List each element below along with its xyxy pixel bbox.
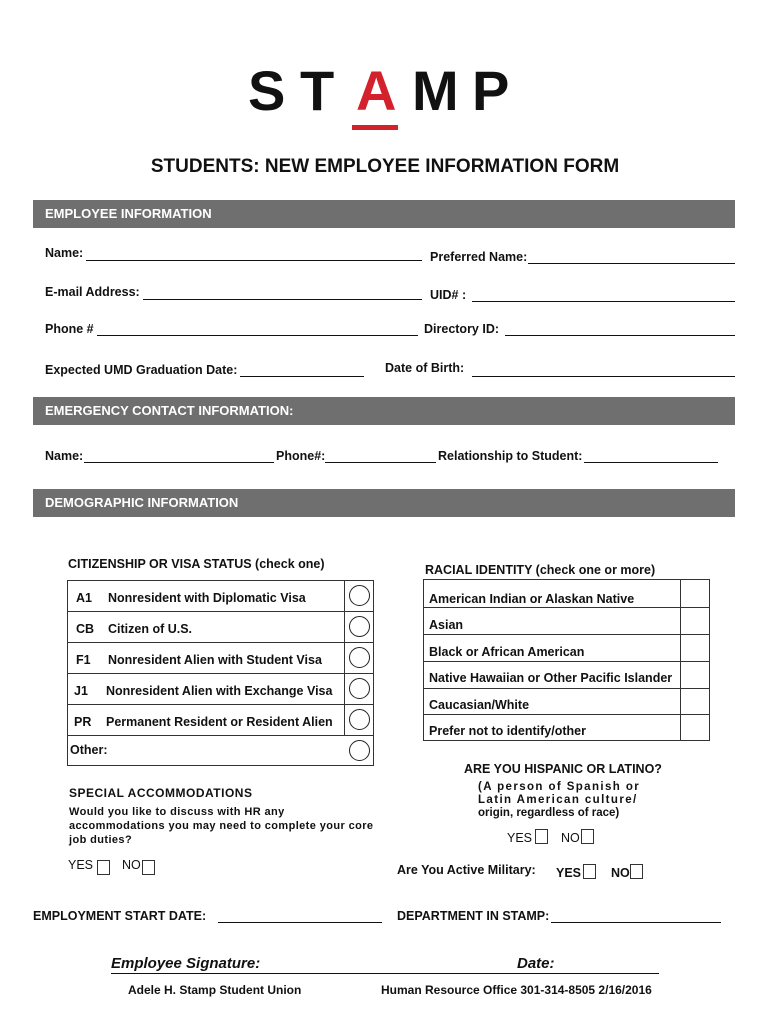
relationship-label: Relationship to Student: bbox=[438, 449, 583, 463]
phone-field[interactable] bbox=[97, 335, 418, 336]
military-no-checkbox[interactable] bbox=[630, 864, 643, 879]
citizenship-label: Nonresident with Diplomatic Visa bbox=[108, 591, 306, 605]
union-name: Adele H. Stamp Student Union bbox=[128, 983, 302, 997]
citizenship-code: A1 bbox=[76, 591, 92, 605]
preferred-name-field[interactable] bbox=[528, 263, 735, 264]
emergency-name-label: Name: bbox=[45, 449, 84, 463]
accommodations-no-label: NO bbox=[122, 858, 141, 872]
accommodations-question-line: job duties? bbox=[69, 834, 133, 846]
racial-checkbox-native-hawaiian[interactable] bbox=[681, 662, 709, 687]
date-of-birth-label: Date of Birth: bbox=[385, 361, 465, 375]
citizenship-code: PR bbox=[74, 715, 92, 729]
accommodations-yes-label: YES bbox=[68, 858, 94, 872]
citizenship-code: J1 bbox=[74, 684, 88, 698]
hispanic-question: ARE YOU HISPANIC OR LATINO? bbox=[464, 762, 662, 776]
start-date-label: EMPLOYMENT START DATE: bbox=[33, 909, 207, 923]
preferred-name-label: Preferred Name: bbox=[430, 250, 528, 264]
uid-label: UID# : bbox=[430, 288, 467, 302]
phone-label: Phone # bbox=[45, 322, 94, 336]
racial-checkbox-prefer-not[interactable] bbox=[681, 715, 709, 740]
uid-field[interactable] bbox=[472, 301, 735, 302]
date-of-birth-field[interactable] bbox=[472, 376, 735, 377]
racial-title: RACIAL IDENTITY (check one or more) bbox=[425, 563, 656, 577]
racial-checkbox-american-indian[interactable] bbox=[681, 580, 709, 606]
accommodations-title: SPECIAL ACCOMMODATIONS bbox=[69, 786, 253, 800]
signature-date-label: Date: bbox=[517, 955, 555, 972]
logo-letter-a: A bbox=[356, 59, 397, 122]
department-label: DEPARTMENT IN STAMP: bbox=[397, 909, 550, 923]
accommodations-question-line: Would you like to discuss with HR any bbox=[69, 806, 285, 818]
logo-underline bbox=[352, 125, 398, 130]
racial-option: Black or African American bbox=[429, 645, 585, 659]
other-label: Other: bbox=[70, 743, 108, 757]
citizenship-radio-cb[interactable] bbox=[349, 616, 370, 637]
hispanic-note-line: (A person of Spanish or bbox=[478, 781, 641, 793]
graduation-date-label: Expected UMD Graduation Date: bbox=[45, 363, 238, 377]
military-no-label: NO bbox=[611, 866, 630, 880]
demographic-section-header: DEMOGRAPHIC INFORMATION bbox=[33, 489, 735, 517]
accommodations-no-checkbox[interactable] bbox=[142, 860, 155, 875]
racial-checkbox-asian[interactable] bbox=[681, 608, 709, 633]
racial-option: Caucasian/White bbox=[429, 698, 530, 712]
department-field[interactable] bbox=[551, 922, 721, 923]
hispanic-yes-label: YES bbox=[507, 831, 533, 845]
emergency-phone-field[interactable] bbox=[325, 462, 436, 463]
directory-id-field[interactable] bbox=[505, 335, 735, 336]
office-info: Human Resource Office 301-314-8505 2/16/2016 bbox=[381, 983, 652, 997]
citizenship-code: CB bbox=[76, 622, 95, 636]
hispanic-no-label: NO bbox=[561, 831, 580, 845]
hispanic-no-checkbox[interactable] bbox=[581, 829, 594, 844]
signature-field[interactable] bbox=[111, 973, 659, 974]
email-field[interactable] bbox=[143, 299, 422, 300]
citizenship-radio-other[interactable] bbox=[349, 740, 370, 761]
citizenship-radio-pr[interactable] bbox=[349, 709, 370, 730]
logo-letter-s: S bbox=[248, 59, 286, 122]
form-title: STUDENTS: NEW EMPLOYEE INFORMATION FORM bbox=[150, 156, 620, 177]
signature-label: Employee Signature: bbox=[111, 955, 261, 972]
emergency-section-header: EMERGENCY CONTACT INFORMATION: bbox=[33, 397, 735, 425]
accommodations-question-line: accommodations you may need to complete your core bbox=[69, 820, 374, 832]
hispanic-yes-checkbox[interactable] bbox=[535, 829, 548, 844]
logo-letter-t: T bbox=[300, 59, 335, 122]
emergency-name-field[interactable] bbox=[84, 462, 274, 463]
hispanic-note-line: Latin American culture/ bbox=[478, 794, 638, 806]
citizenship-radio-f1[interactable] bbox=[349, 647, 370, 668]
racial-option: Asian bbox=[429, 618, 464, 632]
email-label: E-mail Address: bbox=[45, 285, 140, 299]
citizenship-radio-j1[interactable] bbox=[349, 678, 370, 699]
citizenship-radio-a1[interactable] bbox=[349, 585, 370, 606]
military-question: Are You Active Military: bbox=[397, 863, 536, 877]
racial-checkbox-caucasian[interactable] bbox=[681, 689, 709, 713]
citizenship-label: Citizen of U.S. bbox=[108, 622, 193, 636]
citizenship-label: Nonresident Alien with Student Visa bbox=[108, 653, 322, 667]
citizenship-label: Permanent Resident or Resident Alien bbox=[106, 715, 333, 729]
employee-name-field[interactable] bbox=[86, 260, 422, 261]
employee-section-header: EMPLOYEE INFORMATION bbox=[33, 200, 735, 228]
hispanic-note-line: origin, regardless of race) bbox=[478, 807, 620, 819]
racial-option: Prefer not to identify/other bbox=[429, 724, 586, 738]
graduation-date-field[interactable] bbox=[240, 376, 364, 377]
military-yes-checkbox[interactable] bbox=[583, 864, 596, 879]
accommodations-yes-checkbox[interactable] bbox=[97, 860, 110, 875]
directory-id-label: Directory ID: bbox=[424, 322, 500, 336]
racial-checkbox-black[interactable] bbox=[681, 635, 709, 660]
citizenship-label: Nonresident Alien with Exchange Visa bbox=[106, 684, 333, 698]
start-date-field[interactable] bbox=[218, 922, 382, 923]
racial-option: Native Hawaiian or Other Pacific Islander bbox=[429, 671, 673, 685]
logo-letter-m: M bbox=[412, 59, 459, 122]
emergency-phone-label: Phone#: bbox=[276, 449, 326, 463]
employee-name-label: Name: bbox=[45, 246, 84, 260]
citizenship-code: F1 bbox=[76, 653, 91, 667]
relationship-field[interactable] bbox=[584, 462, 718, 463]
logo-letter-p: P bbox=[472, 59, 510, 122]
stamp-logo bbox=[248, 54, 523, 134]
citizenship-title: CITIZENSHIP OR VISA STATUS (check one) bbox=[68, 557, 325, 571]
military-yes-label: YES bbox=[556, 866, 582, 880]
racial-option: American Indian or Alaskan Native bbox=[429, 592, 635, 606]
